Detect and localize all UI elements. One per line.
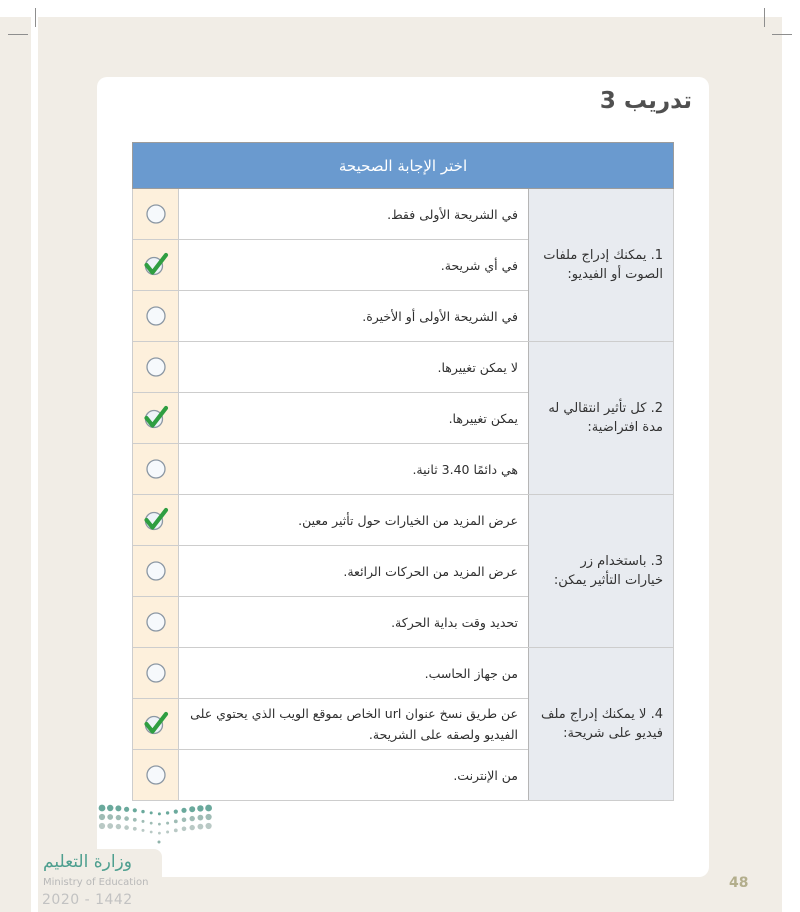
answer-text: في الشريحة الأولى فقط. bbox=[387, 206, 518, 222]
ministry-logo-arabic: وزارة التعليم bbox=[43, 852, 132, 872]
option-row bbox=[133, 495, 674, 546]
radio-circle-icon[interactable] bbox=[145, 611, 167, 633]
answer-cell bbox=[179, 189, 529, 240]
crop-mark-right-horizontal bbox=[772, 34, 792, 35]
question-text: 4. لا يمكنك إدراج ملف فيديو على شريحة: bbox=[541, 707, 663, 741]
answer-text: عرض المزيد من الخيارات حول تأثير معين. bbox=[298, 512, 518, 528]
ministry-logo-english: Ministry of Education bbox=[43, 877, 149, 888]
check-icon[interactable] bbox=[142, 404, 170, 432]
answer-cell bbox=[179, 648, 529, 699]
answer-text: في أي شريحة. bbox=[440, 257, 518, 273]
answers-table bbox=[132, 142, 674, 801]
answers-table-body bbox=[133, 189, 674, 801]
table-header: اختر الإجابة الصحيحة bbox=[133, 143, 674, 189]
radio-circle-icon[interactable] bbox=[145, 560, 167, 582]
answer-text: في الشريحة الأولى أو الأخيرة. bbox=[362, 308, 518, 324]
answer-cell bbox=[179, 240, 529, 291]
answer-choice-cell[interactable] bbox=[133, 444, 179, 495]
question-cell bbox=[529, 189, 674, 342]
answer-choice-cell[interactable] bbox=[133, 189, 179, 240]
answer-text: يمكن تغييرها. bbox=[448, 410, 518, 426]
answer-cell bbox=[179, 546, 529, 597]
answer-cell bbox=[179, 750, 529, 801]
answer-cell bbox=[179, 444, 529, 495]
answer-choice-cell[interactable] bbox=[133, 291, 179, 342]
answer-cell bbox=[179, 597, 529, 648]
option-row bbox=[133, 342, 674, 393]
answer-cell bbox=[179, 342, 529, 393]
question-text: 2. كل تأثير انتقالي له مدة افتراضية: bbox=[548, 401, 663, 435]
answer-text: عن طريق نسخ عنوان url الخاص بموقع الويب الذي يحتوي على الفيديو ولصقه على الشريحة. bbox=[190, 706, 518, 742]
crop-mark-right-vertical bbox=[764, 8, 765, 27]
answer-choice-cell[interactable] bbox=[133, 546, 179, 597]
exercise-title: تدريب 3 bbox=[599, 88, 692, 114]
answer-text: لا يمكن تغييرها. bbox=[437, 359, 518, 375]
check-icon[interactable] bbox=[142, 710, 170, 738]
answer-cell bbox=[179, 393, 529, 444]
answer-cell bbox=[179, 291, 529, 342]
radio-circle-icon[interactable] bbox=[145, 203, 167, 225]
option-row bbox=[133, 189, 674, 240]
page-margin-left bbox=[0, 17, 31, 912]
answer-cell bbox=[179, 699, 529, 750]
question-cell bbox=[529, 648, 674, 801]
answer-choice-cell[interactable] bbox=[133, 342, 179, 393]
question-cell bbox=[529, 342, 674, 495]
radio-circle-icon[interactable] bbox=[145, 764, 167, 786]
crop-mark-left-horizontal bbox=[8, 34, 28, 35]
answer-choice-cell[interactable] bbox=[133, 648, 179, 699]
answer-cell bbox=[179, 495, 529, 546]
answer-text: هي دائمًا 3.40 ثانية. bbox=[412, 461, 518, 477]
answer-choice-cell[interactable] bbox=[133, 699, 179, 750]
answer-text: من جهاز الحاسب. bbox=[424, 665, 518, 681]
answer-choice-cell[interactable] bbox=[133, 495, 179, 546]
ministry-dots-icon bbox=[96, 800, 218, 848]
radio-circle-icon[interactable] bbox=[145, 458, 167, 480]
option-row bbox=[133, 648, 674, 699]
question-text: 1. يمكنك إدراج ملفات الصوت أو الفيديو: bbox=[543, 248, 663, 282]
answer-text: من الإنترنت. bbox=[453, 767, 518, 783]
check-icon[interactable] bbox=[142, 506, 170, 534]
answer-text: تحديد وقت بداية الحركة. bbox=[391, 614, 518, 630]
question-text: 3. باستخدام زر خيارات التأثير يمكن: bbox=[553, 554, 663, 588]
radio-circle-icon[interactable] bbox=[145, 356, 167, 378]
page-number: 48 bbox=[729, 875, 749, 891]
question-cell bbox=[529, 495, 674, 648]
check-icon[interactable] bbox=[142, 251, 170, 279]
answer-choice-cell[interactable] bbox=[133, 597, 179, 648]
answer-choice-cell[interactable] bbox=[133, 240, 179, 291]
radio-circle-icon[interactable] bbox=[145, 305, 167, 327]
ministry-logo-years: 2020 - 1442 bbox=[42, 892, 133, 908]
answer-text: عرض المزيد من الحركات الرائعة. bbox=[343, 563, 518, 579]
radio-circle-icon[interactable] bbox=[145, 662, 167, 684]
answer-choice-cell[interactable] bbox=[133, 393, 179, 444]
answer-choice-cell[interactable] bbox=[133, 750, 179, 801]
crop-mark-left-vertical bbox=[35, 8, 36, 27]
